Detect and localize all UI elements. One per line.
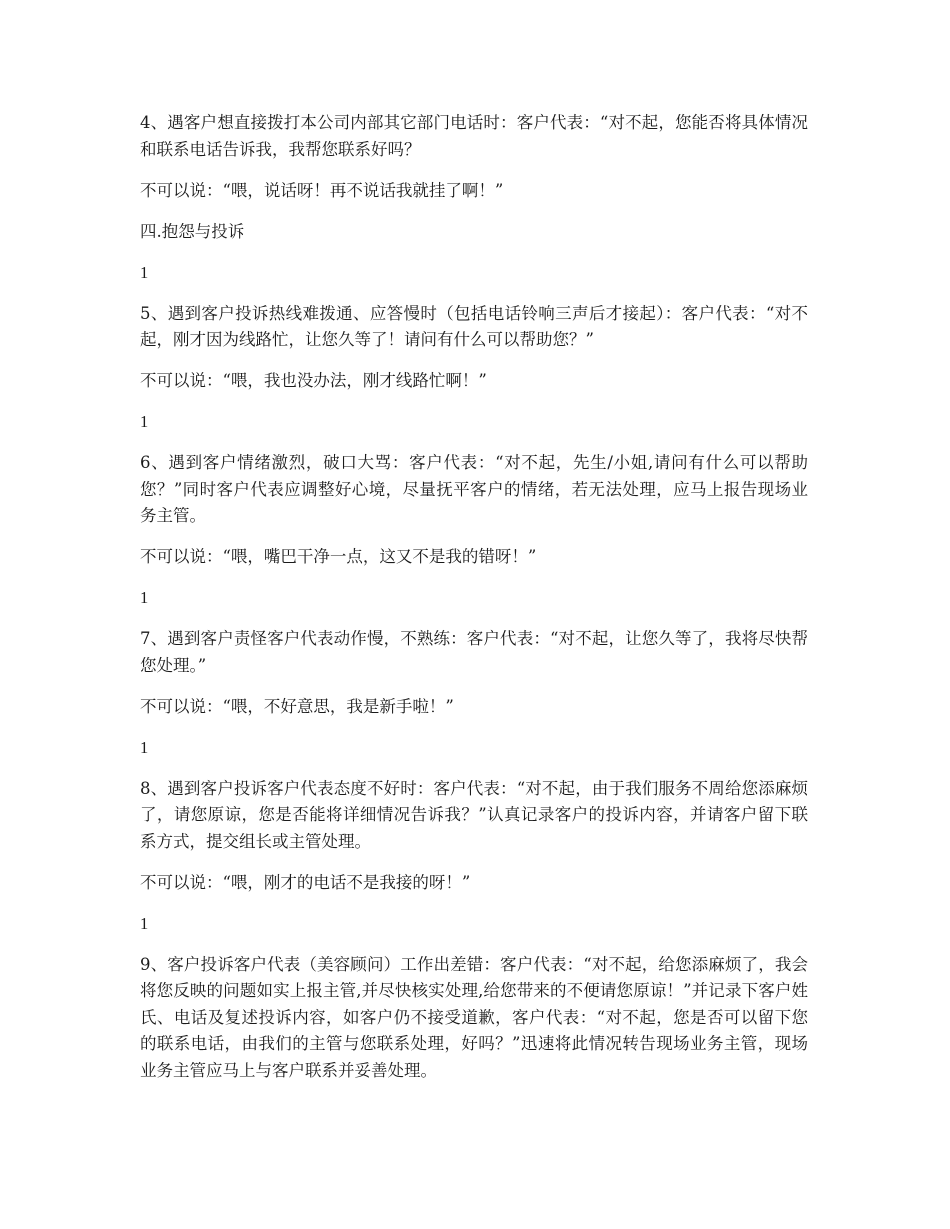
paragraph-item-7: 7、遇到客户责怪客户代表动作慢，不熟练：客户代表：“对不起，让您久等了，我将尽快帮您处理。” xyxy=(140,629,808,675)
document-body xyxy=(140,110,808,1099)
paragraph-item-4: 4、遇客户想直接拨打本公司内部其它部门电话时：客户代表：“对不起，您能否将具体情况和联系电话告诉我，我帮您联系好吗？ xyxy=(140,113,808,159)
paragraph-forbidden-6: 不可以说：“喂，嘴巴干净一点，这又不是我的错呀！” xyxy=(140,547,537,566)
paragraph-item-8: 8、遇到客户投诉客户代表态度不好时：客户代表：“对不起，由于我们服务不周给您添麻烦了，请您原谅，您是否能将详细情况告诉我？”认真记录客户的投诉内容，并请客户留下联系方式，提交组长或主管处理。 xyxy=(140,778,808,851)
page-marker: 1 xyxy=(140,913,149,933)
section-heading: 四.抱怨与投诉 xyxy=(140,221,245,241)
paragraph-forbidden-8: 不可以说：“喂，刚才的电话不是我接的呀！” xyxy=(140,872,471,892)
page-marker: 1 xyxy=(140,262,149,282)
page-marker: 1 xyxy=(140,588,149,607)
paragraph-item-5: 5、遇到客户投诉热线难拨通、应答慢时（包括电话铃响三声后才接起）：客户代表：“对不起，刚才因为线路忙，让您久等了！请问有什么可以帮助您？” xyxy=(140,303,808,349)
paragraph-item-9: 9、客户投诉客户代表（美容顾问）工作出差错：客户代表：“对不起，给您添麻烦了，我会将您反映的问题如实上报主管,并尽快核实处理,给您带来的不便请您原谅！”并记录下客户姓氏、电话及复述投诉内容，如客户仍不接受道歉，客户代表：“对不起，您是否可以留下您的联系电话，由我们的主管与您联系处理，好吗？”迅速将此情况转告现场业务主管，现场业务主管应马上与客户联系并妥善处理。 xyxy=(140,954,808,1080)
paragraph-forbidden-7: 不可以说：“喂，不好意思，我是新手啦！” xyxy=(140,696,454,716)
paragraph-forbidden-5: 不可以说：“喂，我也没办法，刚才线路忙啊！” xyxy=(140,371,487,390)
page-marker: 1 xyxy=(140,737,149,757)
paragraph-forbidden-4: 不可以说：“喂，说话呀！再不说话我就挂了啊！” xyxy=(140,180,504,200)
paragraph-item-6: 6、遇到客户情绪激烈，破口大骂：客户代表：“对不起，先生/小姐,请问有什么可以帮助您？”同时客户代表应调整好心境，尽量抚平客户的情绪，若无法处理，应马上报告现场业务主管。 xyxy=(140,453,808,525)
page-marker: 1 xyxy=(140,412,149,431)
